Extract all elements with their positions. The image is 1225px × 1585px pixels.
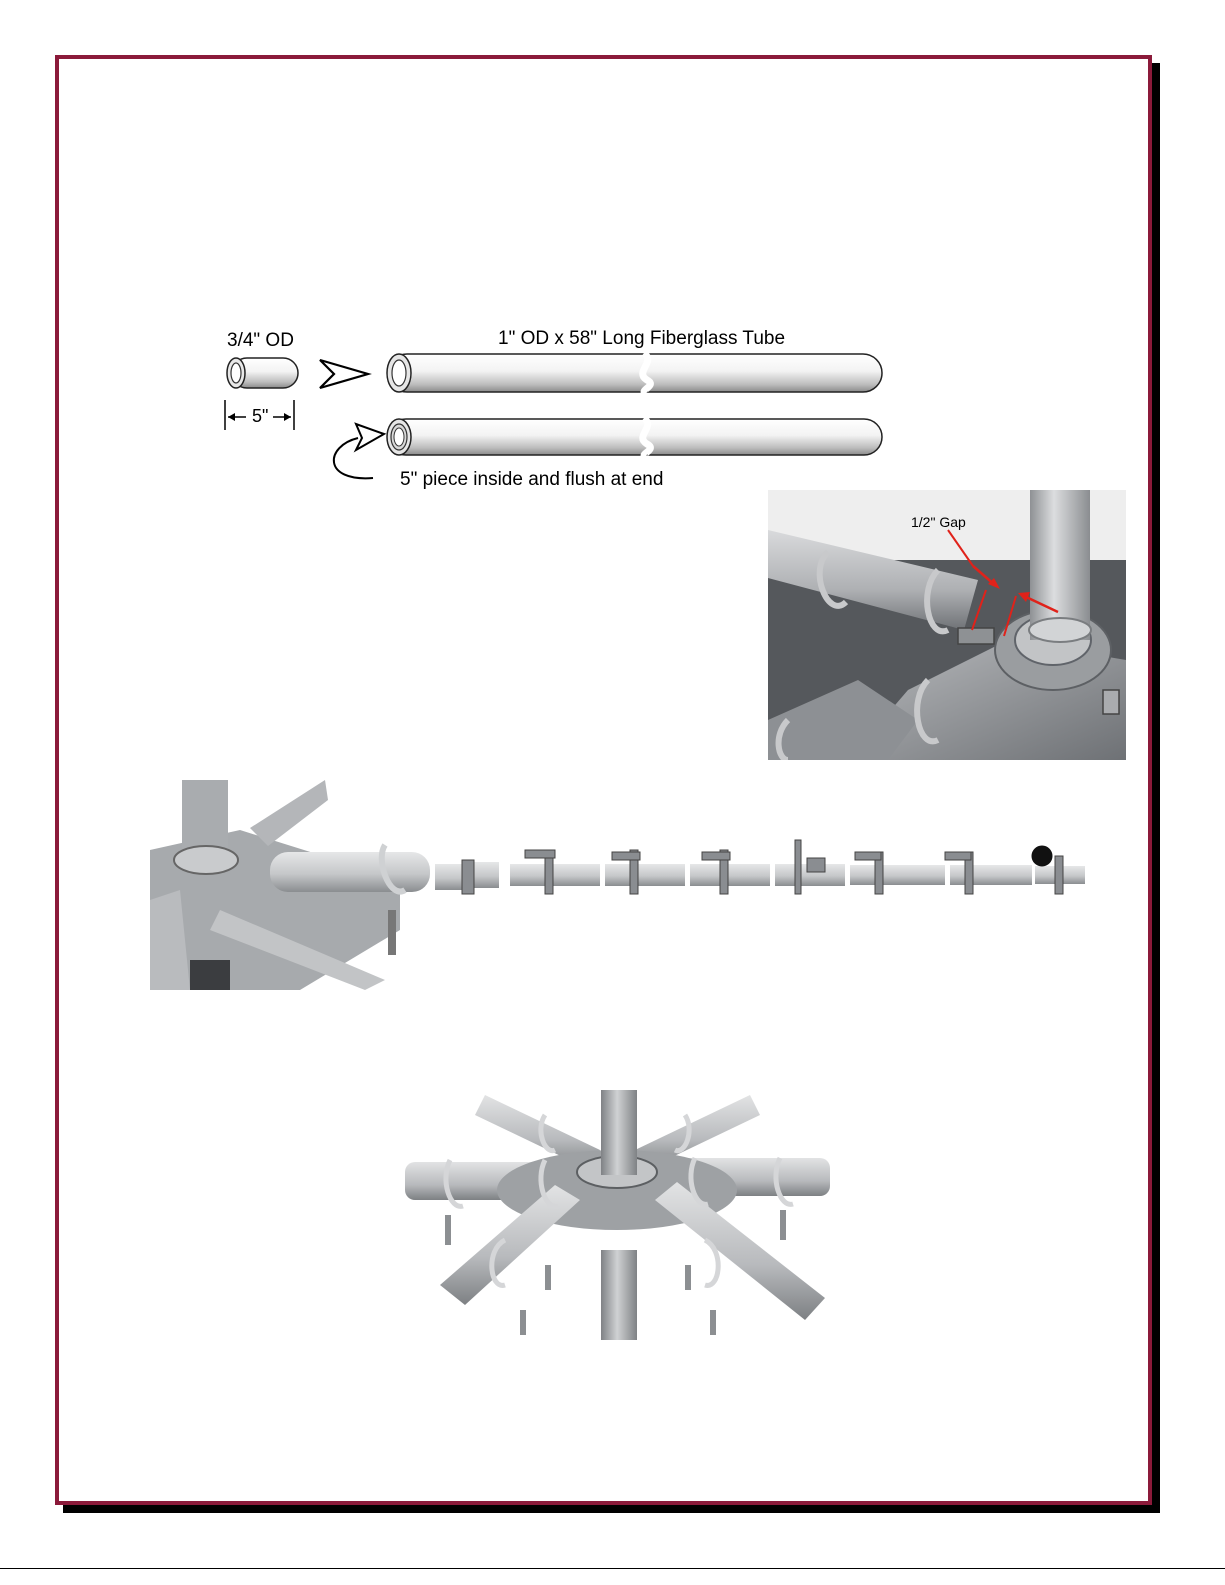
hub-assembly-photo <box>405 1090 830 1340</box>
boom-segments <box>435 862 1085 890</box>
gap-detail-photo <box>768 490 1126 760</box>
gap-label: 1/2" Gap <box>911 514 966 530</box>
long-tube-bottom <box>387 418 882 457</box>
insert-arrow-icon <box>320 360 368 388</box>
small-tube <box>227 358 298 388</box>
long-tube-top <box>387 353 882 394</box>
small-tube-label: 3/4" OD <box>227 330 294 351</box>
boom-assembly-photo <box>150 780 1085 990</box>
page-bottom-rule <box>0 1568 1225 1569</box>
small-tube-length-label: 5" <box>252 406 269 426</box>
curved-arrow-icon <box>334 424 384 478</box>
insert-note: 5" piece inside and flush at end <box>400 469 664 490</box>
long-tube-label: 1" OD x 58" Long Fiberglass Tube <box>498 328 786 349</box>
